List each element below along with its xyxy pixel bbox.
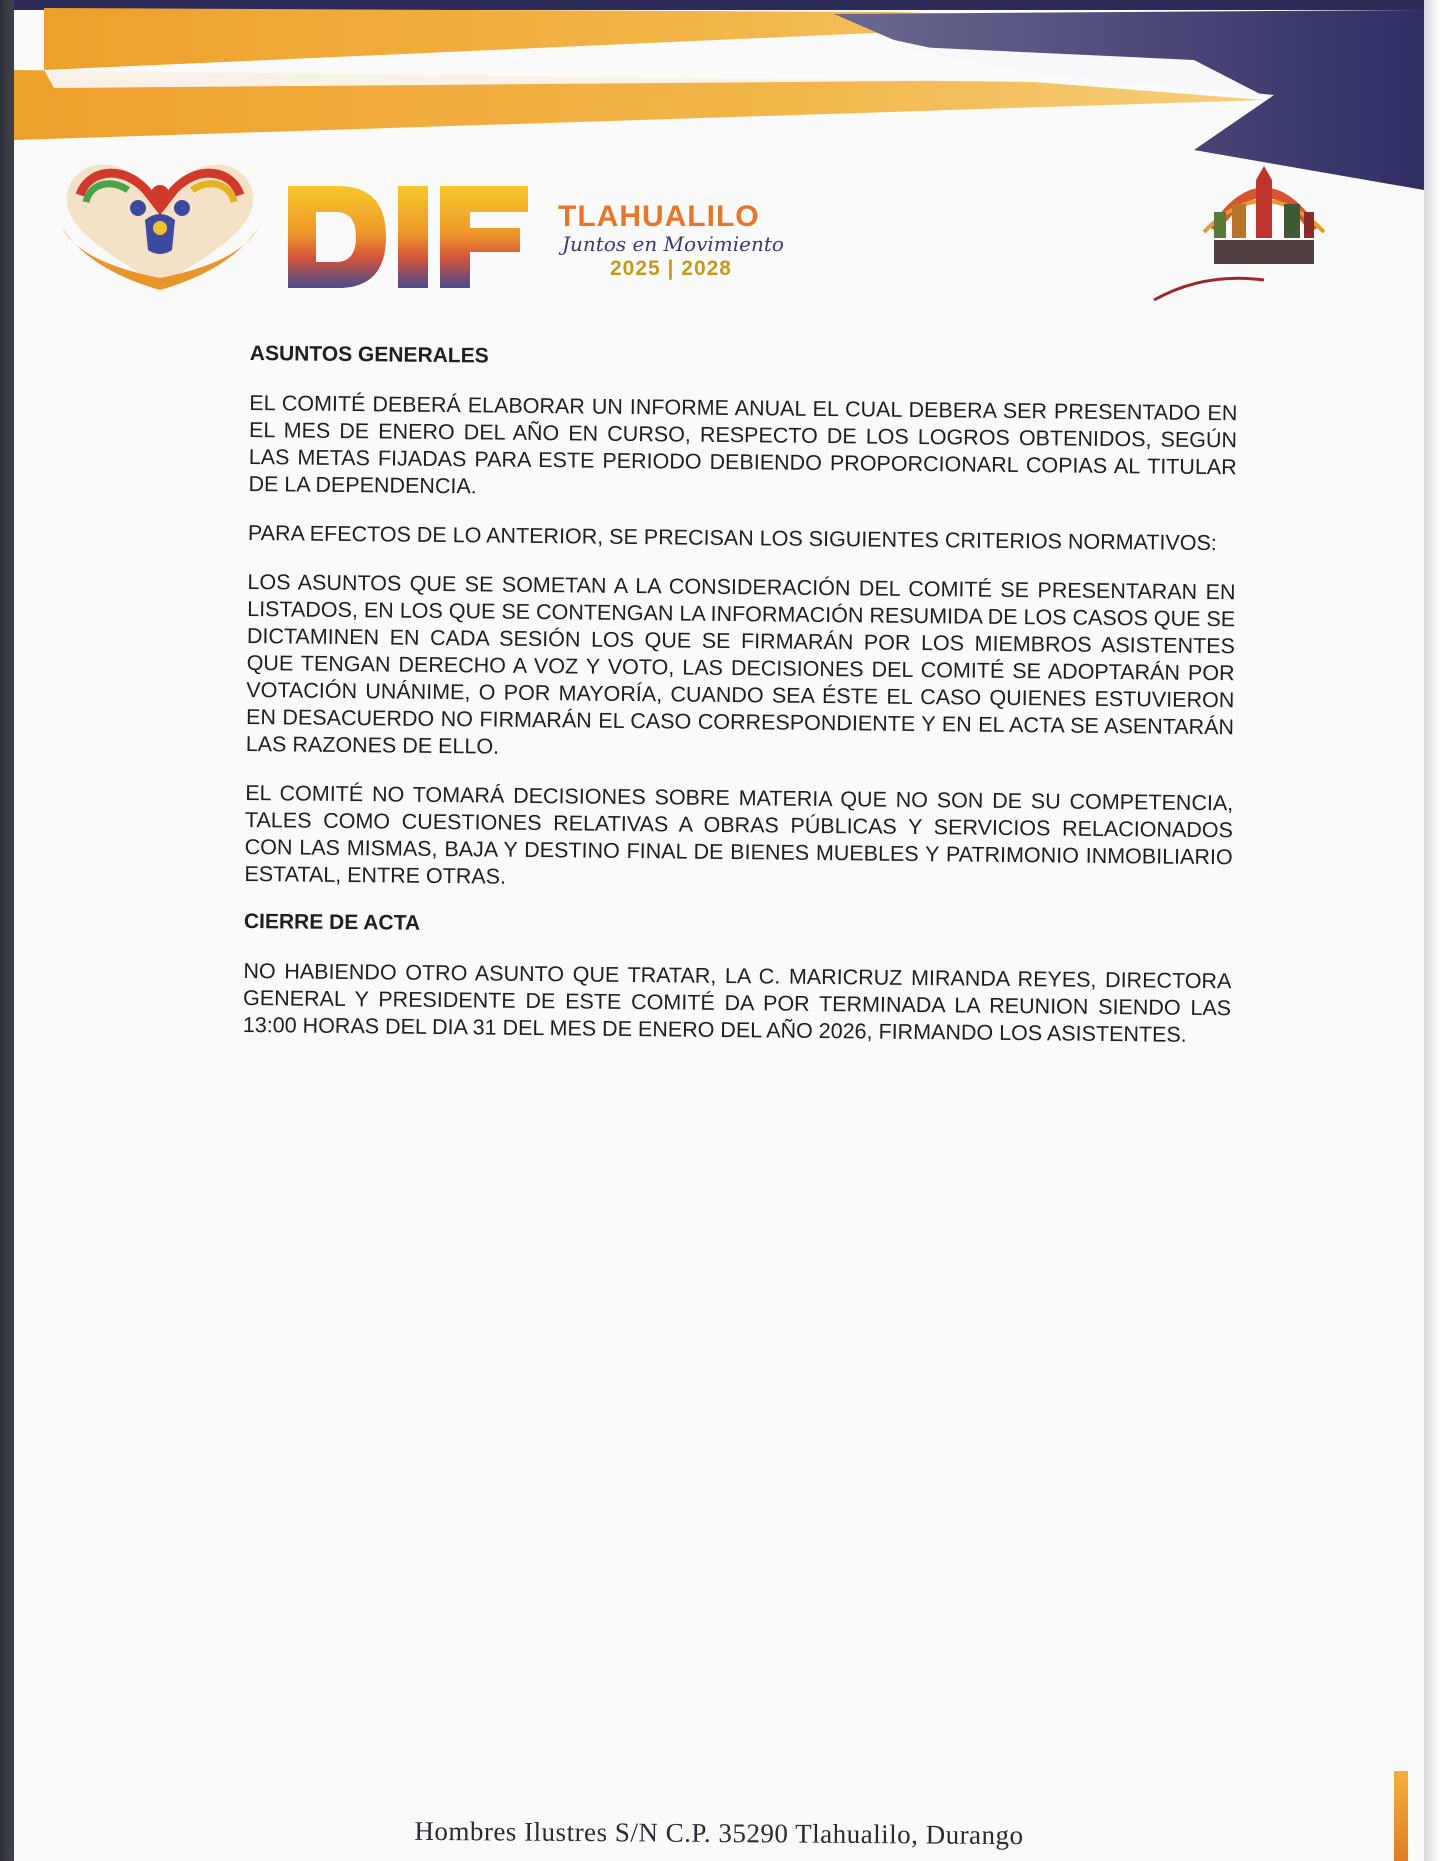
section-heading-cierre-acta: CIERRE DE ACTA — [243, 909, 421, 935]
administration-years: 2025 | 2028 — [610, 257, 732, 280]
section-heading-asuntos-generales: ASUNTOS GENERALES — [249, 342, 489, 368]
dif-heart-hands-logo — [50, 150, 270, 300]
paragraph-competencia-comite: EL COMITÉ NO TOMARÁ DECISIONES SOBRE MATERIA QUE NO SON DE SU COMPETENCIA, TALES COMO CUESTIONES RELATIVAS A OBRAS PÚBLICAS Y SERVICIOS RELACIONADOS CON LAS MISMAS, BAJA Y DESTINO FINAL DE BIENES MUEBLES Y PATRIMONIO INMOBILIARIO ESTATAL, ENTRE OTRAS. — [244, 780, 1234, 889]
paragraph-asuntos-comite: LOS ASUNTOS QUE SE SOMETAN A LA CONSIDERACIÓN DEL COMITÉ SE PRESENTARAN EN LISTADOS, EN LOS QUE SE CONTENGAN LA INFORMACIÓN RESUMIDA DE LOS CASOS QUE SE DICTAMINEN EN CADA SESIÓN LOS QUE SE FIRMARÁN POR LOS MIEMBROS ASISTENTES QUE TENGAN DERECHO A VOZ Y VOTO, LAS DECISIONES DEL COMITÉ SE ADOPTARÁN POR VOTACIÓN UNÁNIME, O POR MAYORÍA, CUANDO SEA ÉSTE EL CASO QUIENES ESTUVIERON EN DESACUERDO NO FIRMARÁN EL CASO CORRESPONDIENTE Y EN EL ACTA SE ASENTARÁN LAS RAZONES DE ELLO. — [245, 569, 1236, 759]
document-page — [14, 0, 1424, 1861]
background-edge-left — [0, 0, 14, 1861]
document-body — [242, 342, 1237, 1071]
paragraph-informe-anual: EL COMITÉ DEBERÁ ELABORAR UN INFORME ANUAL EL CUAL DEBERA SER PRESENTADO EN EL MES DE ENERO DEL AÑO EN CURSO, RESPECTO DE LOS LOGROS OBTENIDOS, SEGÚN LAS METAS FIJADAS PARA ESTE PERIODO DEBIENDO PROPORCIONARL COPIAS AL TITULAR DE LA DEPENDENCIA. — [248, 390, 1238, 499]
footer-address: Hombres Ilustres S/N C.P. 35290 Tlahualilo, Durango — [414, 1815, 1024, 1851]
paragraph-criterios-normativos: PARA EFECTOS DE LO ANTERIOR, SE PRECISAN LOS SIGUIENTES CRITERIOS NORMATIVOS: — [247, 520, 1217, 556]
municipality-name: TLAHUALILO — [558, 200, 760, 233]
footer-corner-accent — [1394, 1771, 1408, 1861]
paragraph-cierre-reunion: NO HABIENDO OTRO ASUNTO QUE TRATAR, LA C. MARICRUZ MIRANDA REYES, DIRECTORA GENERAL Y PRESIDENTE DE ESTE COMITÉ DA POR TERMINADA LA REUNION SIENDO LAS 13:00 HORAS DEL DIA 31 DEL MES DE ENERO DEL AÑO 2026, FIRMANDO LOS ASISTENTES. — [242, 958, 1232, 1047]
dif-logo-text — [288, 182, 548, 292]
municipality-tagline: Juntos en Movimiento — [562, 232, 784, 256]
background-edge-right — [1424, 0, 1440, 1861]
tlahualilo-city-logo — [1144, 160, 1384, 330]
